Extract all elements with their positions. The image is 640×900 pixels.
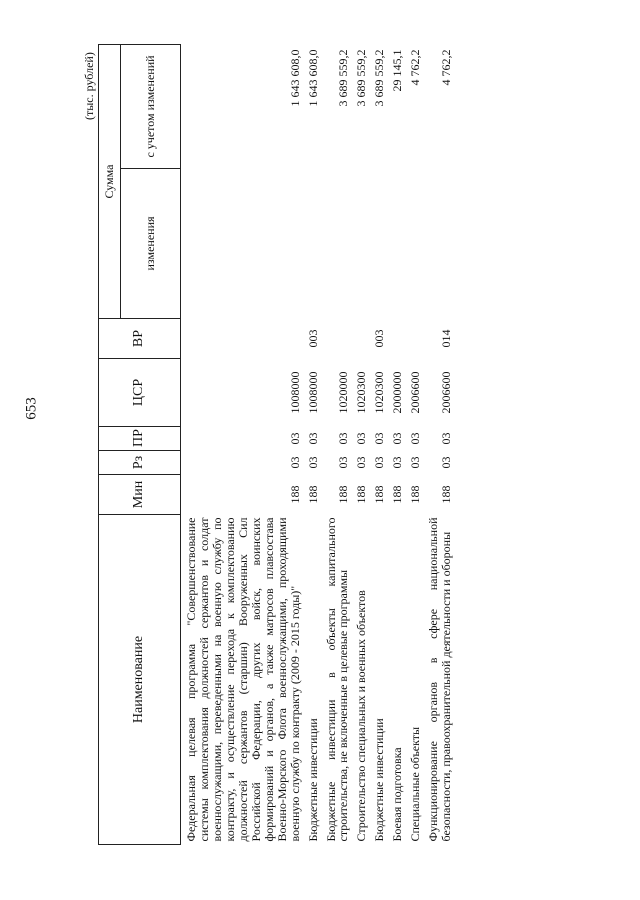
- row-csr: 1020300: [372, 371, 387, 414]
- row-min: 188: [354, 485, 369, 504]
- table-row: [405, 44, 423, 844]
- row-csr: 1008000: [287, 371, 302, 414]
- table-body: [181, 44, 455, 844]
- row-pr: 03: [439, 432, 454, 445]
- row-rz: 03: [408, 456, 423, 469]
- column-header-min: Мин: [99, 475, 181, 515]
- row-min: 188: [336, 485, 351, 504]
- row-csr: 2000000: [390, 371, 405, 414]
- row-rz: 03: [354, 456, 369, 469]
- row-name: Бюджетные инвестиции: [305, 718, 320, 842]
- column-header-sum: Сумма: [99, 44, 121, 318]
- row-changes: [321, 169, 352, 319]
- row-rz: 03: [439, 456, 454, 469]
- row-with-changes: 1 643 608,0: [287, 49, 302, 107]
- row-with-changes: 3 689 559,2: [372, 49, 387, 107]
- table-row: [387, 44, 405, 844]
- row-csr: 1020300: [354, 371, 369, 414]
- row-changes: [405, 169, 423, 319]
- row-with-changes: 29 145,1: [390, 49, 405, 92]
- row-min: 188: [439, 485, 454, 504]
- column-header-pr: ПР: [99, 427, 181, 451]
- row-rz: 03: [336, 456, 351, 469]
- row-pr: 03: [336, 432, 351, 445]
- row-changes: [387, 169, 405, 319]
- row-csr: 1020000: [336, 371, 351, 414]
- row-name: Бюджетные инвестиции: [372, 718, 387, 842]
- page-number: 653: [23, 397, 40, 420]
- row-rz: 03: [372, 456, 387, 469]
- row-pr: 03: [408, 432, 423, 445]
- row-pr: 03: [287, 432, 302, 445]
- row-min: 188: [408, 485, 423, 504]
- row-pr: 03: [372, 432, 387, 445]
- row-changes: [423, 169, 454, 319]
- row-rz: 03: [390, 456, 405, 469]
- row-changes: [181, 169, 303, 319]
- column-header-vr: ВР: [99, 319, 181, 359]
- column-header-csr: ЦСР: [99, 359, 181, 427]
- row-vr: [405, 319, 423, 359]
- row-vr: 014: [439, 329, 454, 348]
- row-pr: 03: [354, 432, 369, 445]
- row-min: 188: [372, 485, 387, 504]
- row-csr: 2006600: [439, 371, 454, 414]
- row-name: Боевая подготовка: [390, 747, 405, 842]
- row-with-changes: 3 689 559,2: [336, 49, 351, 107]
- row-csr: 1008000: [305, 371, 320, 414]
- row-name: Строительство специальных и военных объектов: [354, 590, 369, 842]
- row-name: Функционирование органов в сфере национальной безопасности, правоохранительной деятельности и обороны: [426, 517, 454, 842]
- row-pr: 03: [390, 432, 405, 445]
- row-with-changes: 3 689 559,2: [354, 49, 369, 107]
- row-min: 188: [390, 485, 405, 504]
- row-with-changes: 4 762,2: [408, 49, 423, 86]
- row-vr: 003: [372, 329, 387, 348]
- row-changes: [303, 169, 321, 319]
- row-vr: 003: [305, 329, 320, 348]
- row-with-changes: 4 762,2: [439, 49, 454, 86]
- row-vr: [351, 319, 369, 359]
- row-rz: 03: [287, 456, 302, 469]
- row-with-changes: 1 643 608,0: [305, 49, 320, 107]
- row-csr: 2006600: [408, 371, 423, 414]
- column-header-rz: Рз: [99, 451, 181, 475]
- row-name: Федеральная целевая программа "Совершенствование системы комплектования должностей сержантов и солдат военнослужащими, переведенными на военную службу по контракту, и осуществление перехода к комплектованию должностей сержантов (старшин) Вооруженных Сил Российской Федерации, других войск, воинских формирований и органов, а также матросов плавсостава Военно-Морского Флота военнослужащими, проходящими военную службу по контракту (2009 - 2015 годы)": [184, 517, 302, 842]
- table-row: [369, 44, 387, 844]
- row-changes: [369, 169, 387, 319]
- table-row: [423, 44, 454, 844]
- row-min: 188: [305, 485, 320, 504]
- budget-table: [98, 44, 454, 845]
- table-row: [321, 44, 352, 844]
- row-vr: [321, 319, 352, 359]
- table-header: [99, 44, 181, 844]
- row-min: 188: [287, 485, 302, 504]
- budget-sheet: [68, 45, 588, 845]
- row-changes: [351, 169, 369, 319]
- units-label: (тыс. рублей): [82, 52, 96, 120]
- row-vr: [387, 319, 405, 359]
- row-rz: 03: [305, 456, 320, 469]
- table-row: [303, 44, 321, 844]
- row-vr: [181, 319, 303, 359]
- column-header-with-changes: с учетом изменений: [121, 44, 181, 168]
- column-header-changes: изменения: [121, 169, 181, 319]
- row-name: Специальные объекты: [408, 726, 423, 842]
- column-header-name: Наименование: [99, 515, 181, 845]
- table-row: [351, 44, 369, 844]
- row-name: Бюджетные инвестиции в объекты капитального строительства, не включенные в целевые программы: [323, 517, 351, 842]
- table-row: [181, 44, 303, 844]
- row-pr: 03: [305, 432, 320, 445]
